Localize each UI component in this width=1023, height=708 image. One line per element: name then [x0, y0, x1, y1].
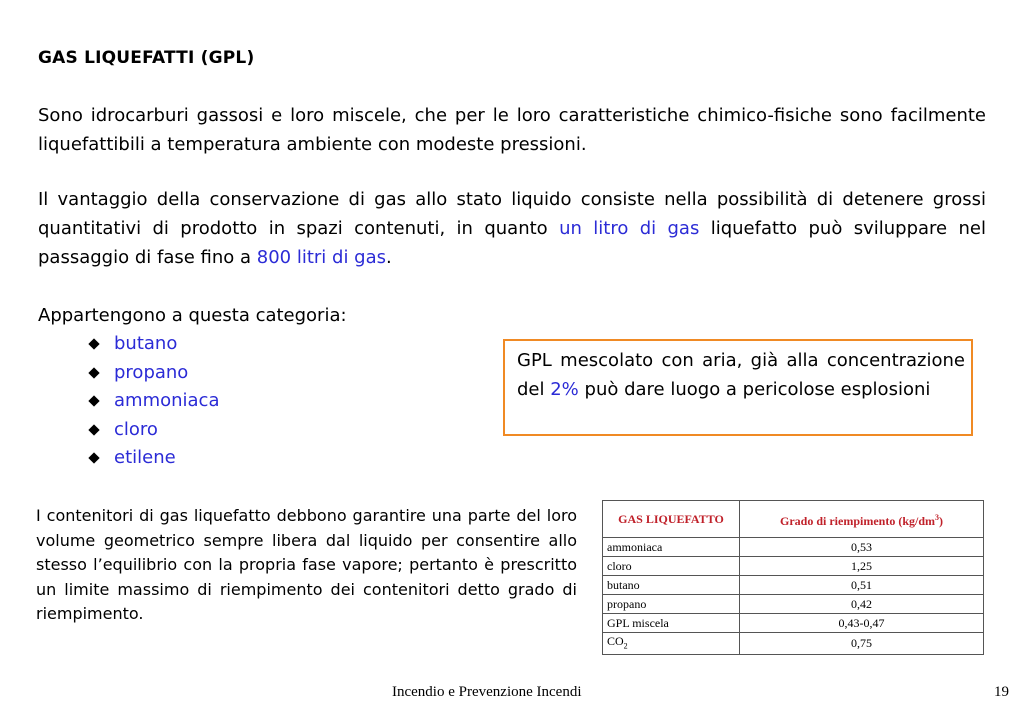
list-item	[88, 444, 219, 473]
advantage-paragraph	[38, 185, 986, 272]
cell-gas: GPL miscela	[603, 614, 740, 633]
header-gas: GAS LIQUEFATTO	[603, 501, 740, 538]
cell-value: 0,75	[740, 633, 984, 655]
containers-paragraph: I contenitori di gas liquefatto debbono garantire una parte del loro volume geometrico sempre libera dal liquido per consentire allo stesso l’equilibrio con la propria fase vapore; pertanto è prescritto un limite massimo di riempimento dei contenitori detto grado di riempimento.	[36, 506, 577, 623]
cell-value: 0,53	[740, 538, 984, 557]
footer-text: Incendio e Prevenzione Incendi	[392, 684, 582, 700]
co2-label: CO	[607, 634, 624, 648]
page-number: 19	[994, 684, 1009, 700]
category-label: cloro	[114, 418, 158, 440]
advantage-text-1: Il vantaggio della conservazione di gas allo stato liquido consiste nella possibilità di detenere grossi quantitativi di prodotto in spazi contenuti, in quanto	[38, 189, 986, 239]
co2-subscript: 2	[623, 641, 628, 651]
warning-text-1: GPL mescolato con aria, già alla concentrazione del	[517, 350, 965, 400]
fill-grade-table	[602, 500, 984, 655]
warning-text-2: può dare luogo a pericolose esplosioni	[578, 379, 931, 400]
header-grade-close: )	[939, 513, 943, 528]
cell-gas: cloro	[603, 557, 740, 576]
cell-gas: propano	[603, 595, 740, 614]
cell-value: 1,25	[740, 557, 984, 576]
header-grade-text: Grado di riempimento (kg/dm	[780, 513, 935, 528]
list-item	[88, 416, 219, 445]
table-row	[603, 614, 984, 633]
cell-value: 0,42	[740, 595, 984, 614]
table-row	[603, 576, 984, 595]
warning-box	[503, 339, 973, 436]
diamond-bullet-icon	[88, 453, 99, 464]
diamond-bullet-icon	[88, 339, 99, 350]
advantage-text-2: liquefatto può sviluppare nel passaggio di fase fino a	[38, 218, 986, 268]
diamond-bullet-icon	[88, 396, 99, 407]
category-label: ammoniaca	[114, 390, 220, 411]
highlight-800-liters: 800 litri di gas	[256, 247, 387, 268]
table-row	[603, 633, 984, 655]
cell-value: 0,43-0,47	[740, 614, 984, 633]
table-row	[603, 538, 984, 557]
cell-gas: ammoniaca	[603, 538, 740, 557]
list-item	[88, 359, 219, 388]
slide-title: GAS LIQUEFATTI (GPL)	[38, 48, 255, 68]
categories-heading: Appartengono a questa categoria:	[38, 305, 347, 326]
intro-paragraph: Sono idrocarburi gassosi e loro miscele, che per le loro caratteristiche chimico-fisiche sono facilmente liquefattibili a temperatura ambiente con modeste pressioni.	[38, 105, 986, 155]
category-label: etilene	[114, 447, 176, 468]
table-header-row	[603, 501, 984, 538]
categories-list	[88, 330, 219, 473]
cell-gas: butano	[603, 576, 740, 595]
table-row	[603, 595, 984, 614]
cell-gas	[603, 633, 740, 655]
header-grade	[740, 501, 984, 538]
list-item	[88, 330, 219, 359]
highlight-two-percent: 2%	[550, 379, 579, 400]
header-grade-exponent: 3	[935, 512, 939, 522]
diamond-bullet-icon	[88, 424, 99, 435]
list-item	[88, 387, 219, 416]
category-label: propano	[114, 361, 189, 383]
cell-value: 0,51	[740, 576, 984, 595]
advantage-text-3: .	[386, 247, 392, 268]
table-row	[603, 557, 984, 576]
category-label: butano	[114, 333, 178, 354]
highlight-one-liter: un litro di gas	[559, 218, 700, 239]
diamond-bullet-icon	[88, 367, 99, 378]
